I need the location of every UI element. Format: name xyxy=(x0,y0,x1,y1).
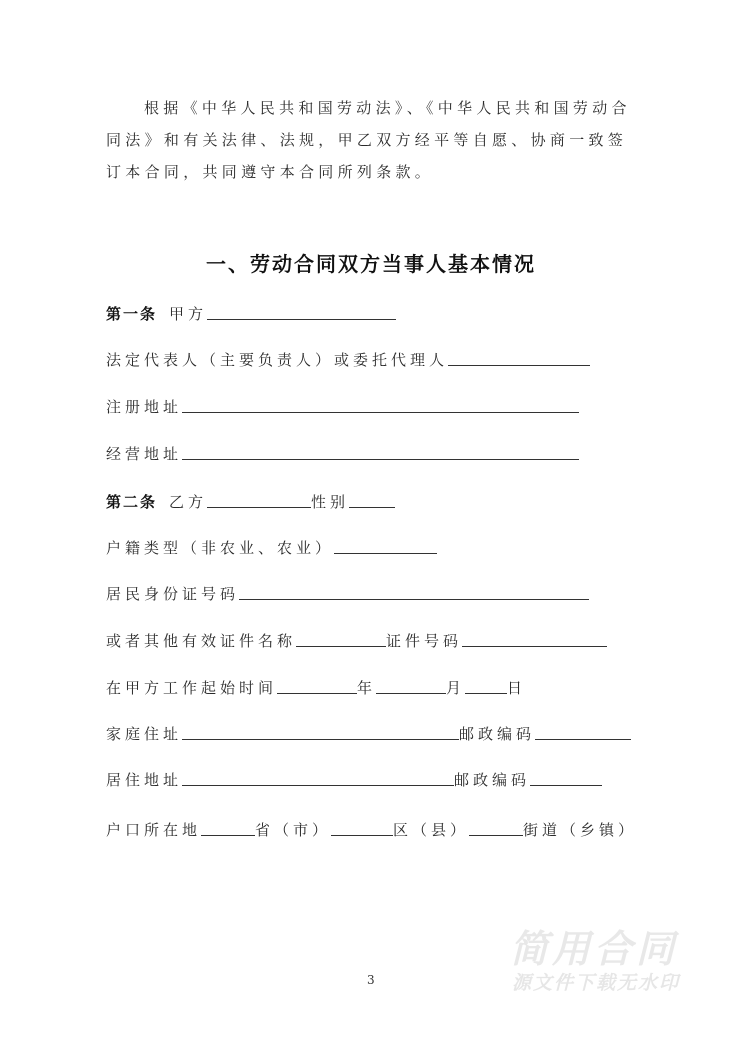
province-field[interactable] xyxy=(201,834,255,836)
article1-label: 第一条 xyxy=(106,305,158,323)
district-label: 区（县） xyxy=(393,821,470,839)
party-a-label: 甲方 xyxy=(169,305,208,323)
day-label: 日 xyxy=(507,679,527,697)
id-number-row xyxy=(106,580,589,604)
residence-address-row xyxy=(106,766,602,790)
id-number-label: 居民身份证号码 xyxy=(106,585,240,603)
cert-number-field[interactable] xyxy=(462,645,607,647)
registered-address-row xyxy=(106,393,579,417)
business-address-field[interactable] xyxy=(182,458,579,460)
id-number-field[interactable] xyxy=(239,598,589,600)
registered-address-field[interactable] xyxy=(182,411,579,413)
start-day-field[interactable] xyxy=(465,692,507,694)
gender-field[interactable] xyxy=(349,506,395,508)
section-title: 一、劳动合同双方当事人基本情况 xyxy=(206,252,536,276)
business-address-label: 经营地址 xyxy=(106,445,183,463)
article1-party-a-row xyxy=(106,300,396,324)
article2-party-b-row xyxy=(106,488,395,512)
other-cert-name-label: 或者其他有效证件名称 xyxy=(106,632,297,650)
start-month-field[interactable] xyxy=(376,692,446,694)
month-label: 月 xyxy=(446,679,466,697)
district-field[interactable] xyxy=(331,834,393,836)
hukou-location-row xyxy=(106,816,637,840)
page-number: 3 xyxy=(367,973,375,987)
party-b-field[interactable] xyxy=(207,506,311,508)
household-type-row xyxy=(106,534,437,558)
hukou-location-label: 户口所在地 xyxy=(106,821,202,839)
home-postcode-label: 邮政编码 xyxy=(459,725,536,743)
residence-address-field[interactable] xyxy=(182,784,454,786)
gender-label: 性别 xyxy=(311,493,350,511)
watermark-subtitle: 源文件下载无水印 xyxy=(512,972,681,994)
intro-paragraph: 根据《中华人民共和国劳动法》、《中华人民共和国劳动合同法》和有关法律、法规，甲乙双方经平等自愿、协商一致签订本合同，共同遵守本合同所列条款。 xyxy=(106,99,631,181)
start-year-field[interactable] xyxy=(277,692,357,694)
household-type-label: 户籍类型（非农业、农业） xyxy=(106,539,335,557)
home-address-row xyxy=(106,720,631,744)
party-b-label: 乙方 xyxy=(169,493,208,511)
street-field[interactable] xyxy=(469,834,523,836)
legal-rep-label: 法定代表人（主要负责人）或委托代理人 xyxy=(106,351,449,369)
street-label: 街道（乡镇） xyxy=(523,821,638,839)
party-a-field[interactable] xyxy=(207,318,396,320)
cert-number-label: 证件号码 xyxy=(386,632,463,650)
residence-postcode-field[interactable] xyxy=(530,784,602,786)
home-postcode-field[interactable] xyxy=(535,738,631,740)
residence-postcode-label: 邮政编码 xyxy=(454,771,531,789)
start-time-row xyxy=(106,674,526,698)
year-label: 年 xyxy=(357,679,377,697)
start-time-label: 在甲方工作起始时间 xyxy=(106,679,278,697)
other-cert-row xyxy=(106,627,607,651)
household-type-field[interactable] xyxy=(334,552,437,554)
province-label: 省（市） xyxy=(255,821,332,839)
article2-label: 第二条 xyxy=(106,493,158,511)
registered-address-label: 注册地址 xyxy=(106,398,183,416)
other-cert-name-field[interactable] xyxy=(296,645,386,647)
legal-rep-field[interactable] xyxy=(448,364,590,366)
legal-rep-row xyxy=(106,346,590,370)
home-address-field[interactable] xyxy=(182,738,459,740)
watermark-logo: 简用合同 xyxy=(510,927,679,971)
business-address-row xyxy=(106,440,579,464)
home-address-label: 家庭住址 xyxy=(106,725,183,743)
residence-address-label: 居住地址 xyxy=(106,771,183,789)
